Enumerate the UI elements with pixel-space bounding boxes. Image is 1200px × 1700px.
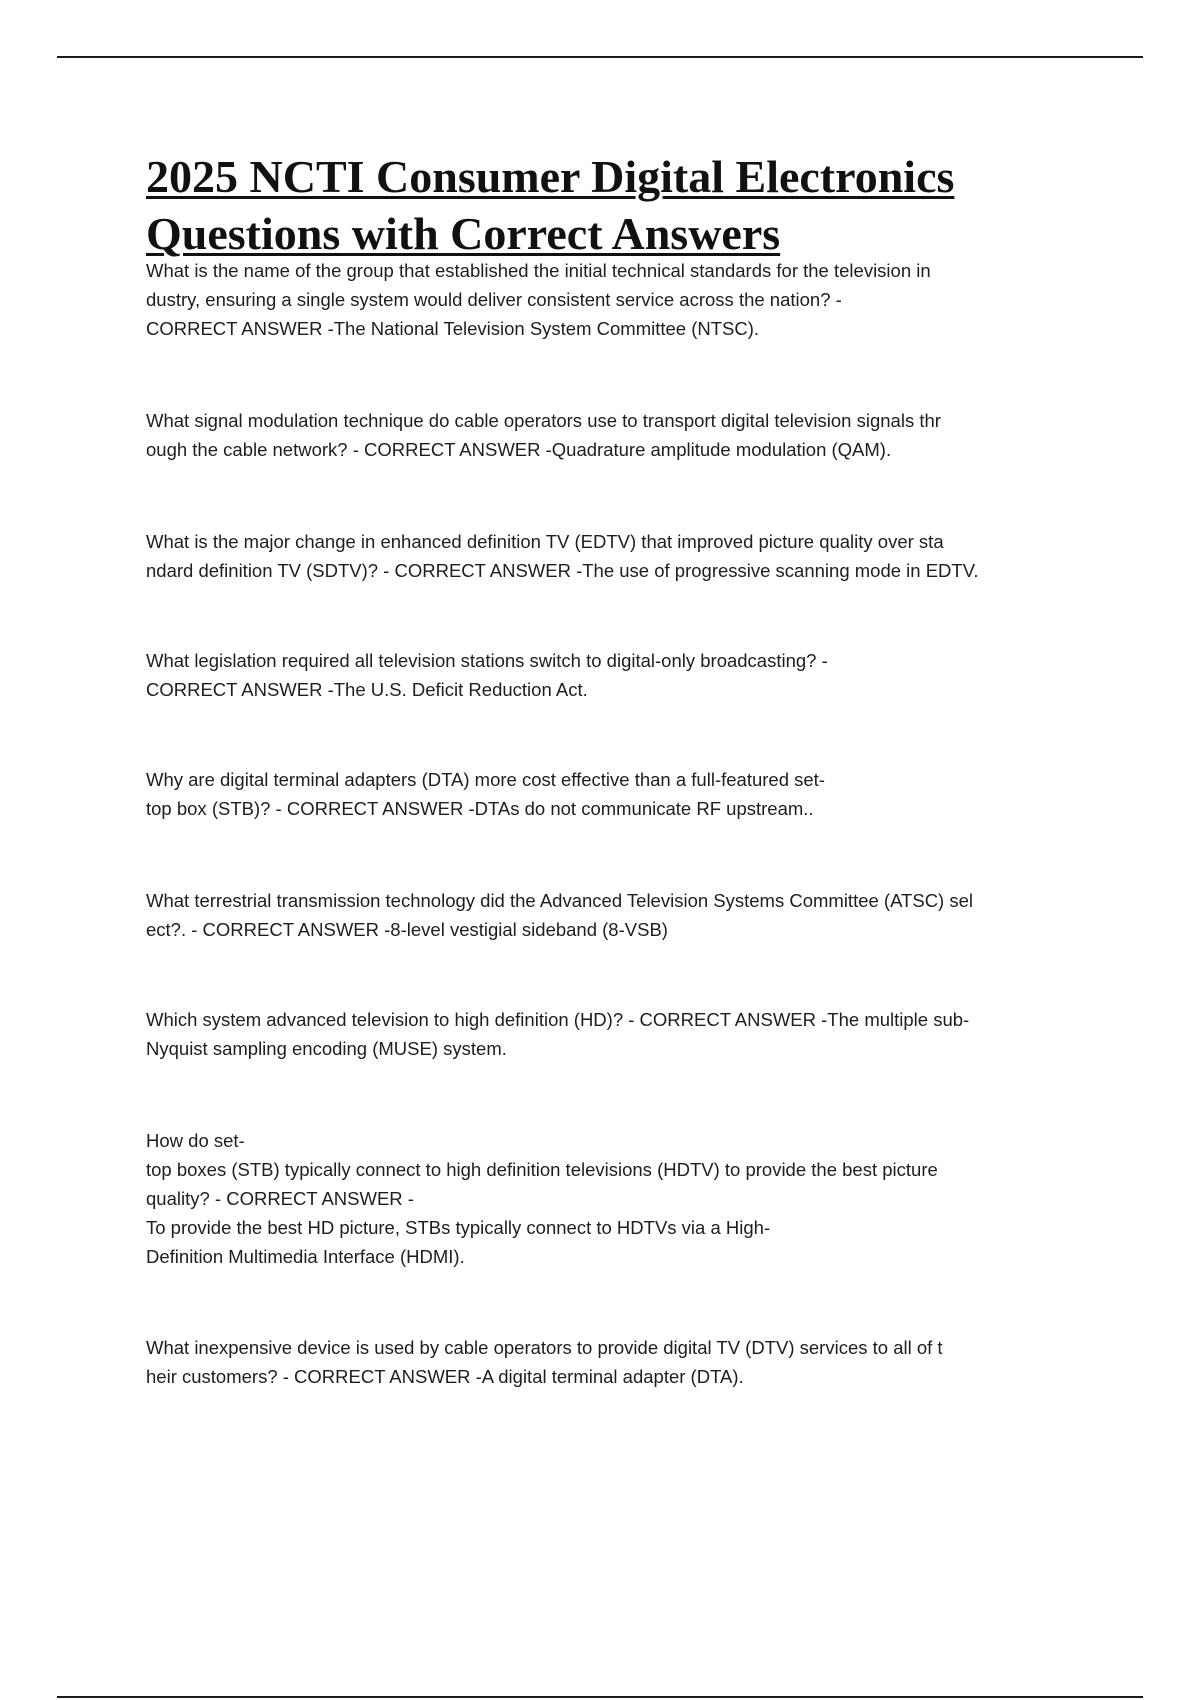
title-line-1: 2025 NCTI Consumer Digital Electronics	[146, 151, 955, 202]
qa-item-3: What is the major change in enhanced definition TV (EDTV) that improved picture quality over sta ndard definition TV (SDTV)? - CORRECT ANSWER -The use of progressive scanning mode in EDTV.	[146, 531, 979, 581]
qa-item-6: What terrestrial transmission technology did the Advanced Television Systems Committee (ATSC) sel ect?. - CORRECT ANSWER -8-level vestigial sideband (8-VSB)	[146, 890, 974, 940]
qa-item-5: Why are digital terminal adapters (DTA) more cost effective than a full-featured set- top box (STB)? - CORRECT ANSWER -DTAs do not communicate RF upstream..	[146, 769, 825, 819]
qa-item-7: Which system advanced television to high definition (HD)? - CORRECT ANSWER -The multiple sub- Nyquist sampling encoding (MUSE) system.	[146, 1009, 970, 1059]
page-title	[146, 148, 1106, 262]
title-line-2: Questions with Correct Answers	[146, 208, 781, 259]
bottom-divider	[57, 1696, 1143, 1698]
qa-item-9: What inexpensive device is used by cable operators to provide digital TV (DTV) services to all of t heir customers? - CORRECT ANSWER -A digital terminal adapter (DTA).	[146, 1337, 943, 1387]
top-divider	[57, 56, 1143, 58]
qa-item-1: What is the name of the group that established the initial technical standards for the television in dustry, ensuring a single system would deliver consistent service across the nation? - CORRECT ANSWER -The National Television System Committee (NTSC).	[146, 260, 931, 339]
qa-item-8: How do set- top boxes (STB) typically connect to high definition televisions (HDTV) to provide the best picture quality? - CORRECT ANSWER - To provide the best HD picture, STBs typically connect to HDTVs via a High- Definition Multimedia Interface (HDMI).	[146, 1130, 938, 1267]
qa-item-2: What signal modulation technique do cable operators use to transport digital television signals thr ough the cable network? - CORRECT ANSWER -Quadrature amplitude modulation (QAM).	[146, 410, 941, 460]
qa-item-4: What legislation required all television stations switch to digital-only broadcasting? - CORRECT ANSWER -The U.S. Deficit Reduction Act.	[146, 650, 828, 700]
